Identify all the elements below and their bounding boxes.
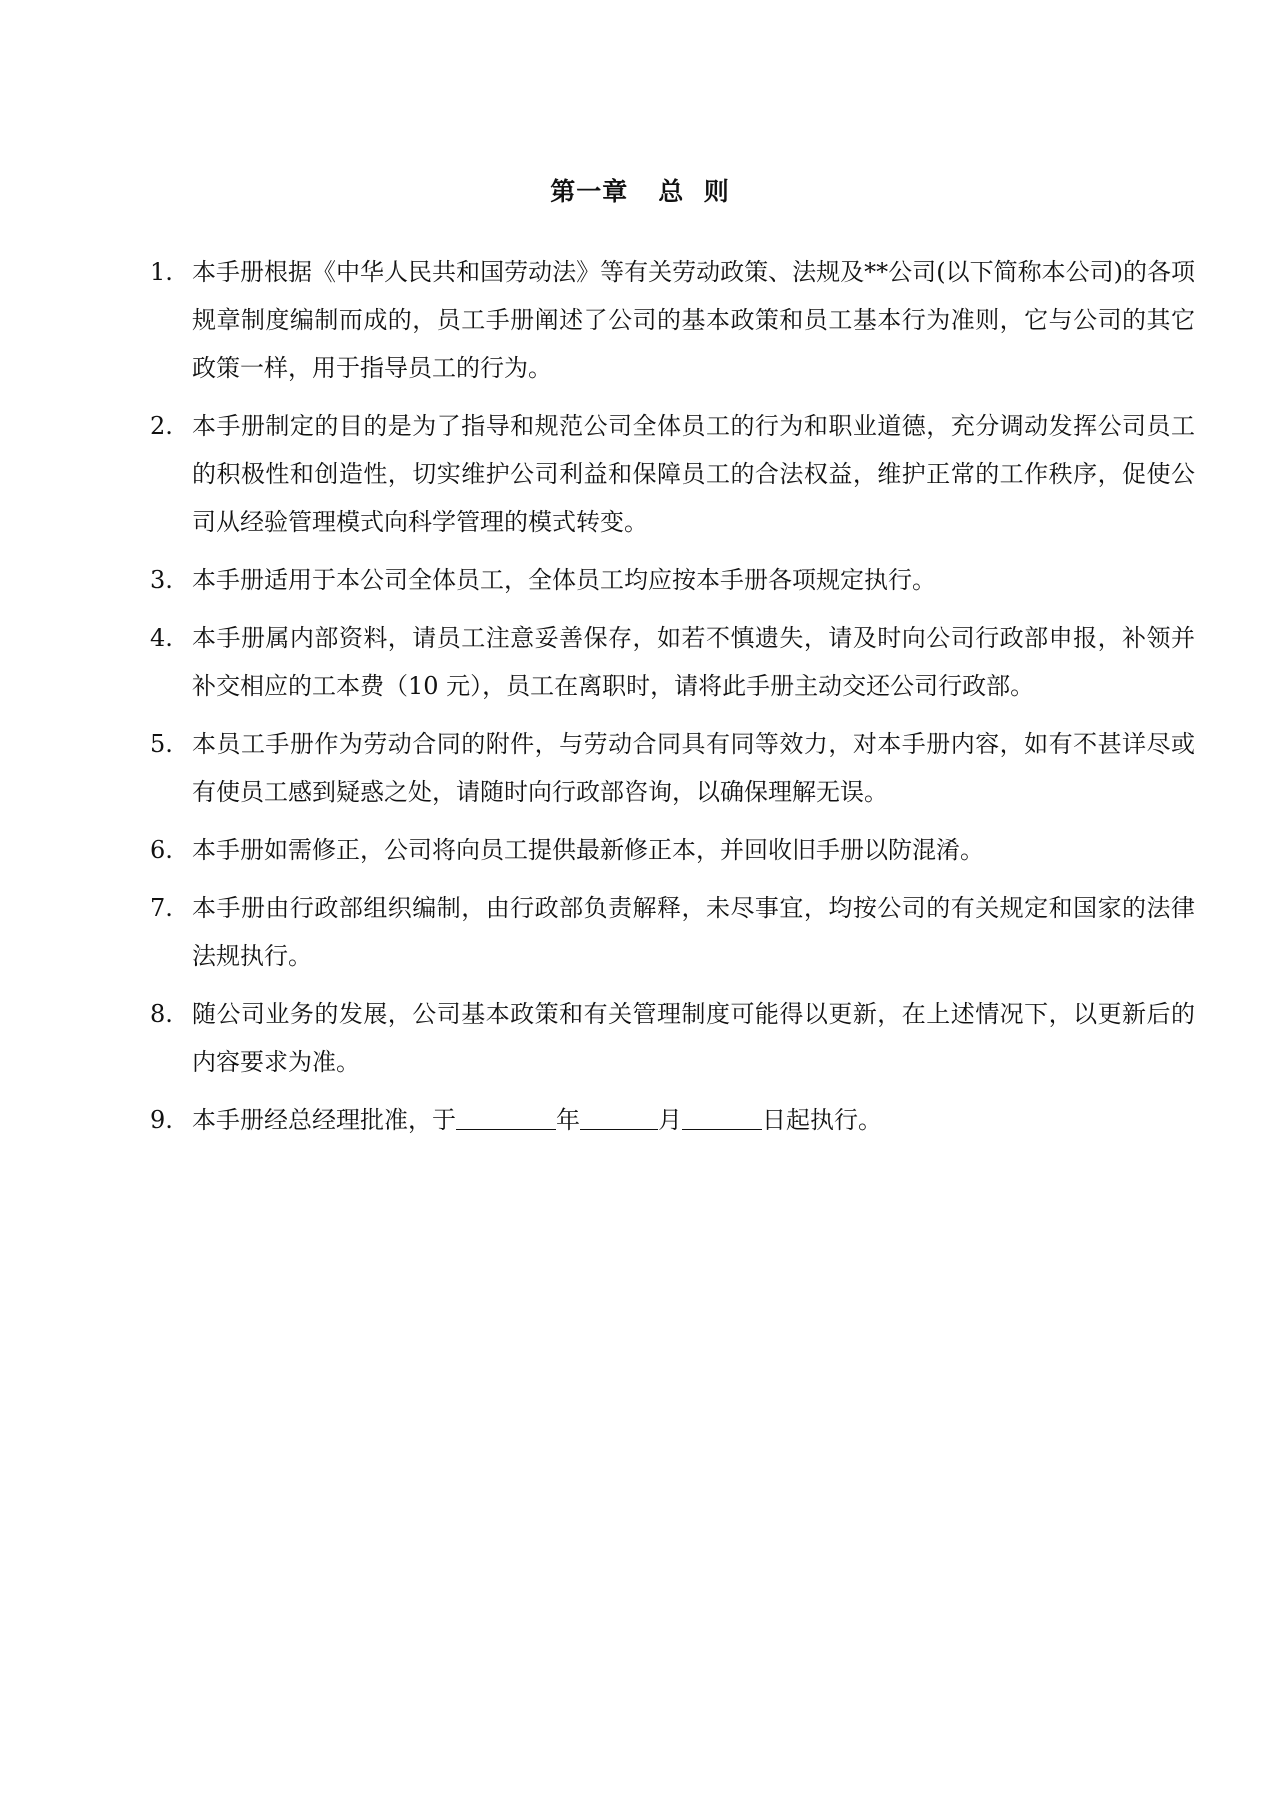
clause-number: 2. bbox=[150, 412, 173, 440]
year-blank-line bbox=[456, 1105, 556, 1130]
clause-text: 本手册适用于本公司全体员工，全体员工均应按本手册各项规定执行。 bbox=[192, 566, 936, 594]
clause-8 bbox=[150, 990, 1195, 1086]
month-label: 月 bbox=[658, 1106, 682, 1134]
clause-1 bbox=[150, 248, 1195, 392]
clause-text: 本手册如需修正，公司将向员工提供最新修正本，并回收旧手册以防混淆。 bbox=[192, 836, 984, 864]
chapter-number: 第一章 bbox=[550, 177, 629, 206]
clause-number: 4. bbox=[150, 624, 173, 652]
clause-text: 本手册制定的目的是为了指导和规范公司全体员工的行为和职业道德，充分调动发挥公司员工的积极性和创造性，切实维护公司利益和保障员工的合法权益，维护正常的工作秩序，促使公司从经验管理模式向科学管理的模式转变。 bbox=[192, 412, 1195, 536]
clause-text: 本手册由行政部组织编制，由行政部负责解释，未尽事宜，均按公司的有关规定和国家的法律法规执行。 bbox=[192, 894, 1195, 970]
clause-6 bbox=[150, 826, 1195, 874]
clause-text: 随公司业务的发展，公司基本政策和有关管理制度可能得以更新，在上述情况下，以更新后的内容要求为准。 bbox=[192, 1000, 1195, 1076]
clause-number: 1. bbox=[150, 258, 173, 286]
clause-9-suffix: 日起执行。 bbox=[762, 1106, 882, 1134]
chapter-title bbox=[0, 172, 1280, 208]
clause-text: 本手册属内部资料，请员工注意妥善保存，如若不慎遗失，请及时向公司行政部申报，补领并补交相应的工本费（10 元），员工在离职时，请将此手册主动交还公司行政部。 bbox=[192, 624, 1195, 700]
clause-number: 5. bbox=[150, 730, 173, 758]
clause-number: 7. bbox=[150, 894, 173, 922]
clause-7 bbox=[150, 884, 1195, 980]
day-blank-line bbox=[682, 1105, 762, 1130]
clause-number: 3. bbox=[150, 566, 173, 594]
clause-number: 6. bbox=[150, 836, 173, 864]
clause-text: 本手册根据《中华人民共和国劳动法》等有关劳动政策、法规及**公司(以下简称本公司)的各项规章制度编制而成的，员工手册阐述了公司的基本政策和员工基本行为准则，它与公司的其它政策一样，用于指导员工的行为。 bbox=[192, 258, 1195, 382]
clause-9-prefix: 本手册经总经理批准，于 bbox=[192, 1106, 456, 1134]
chapter-name: 总 则 bbox=[658, 177, 730, 206]
clause-number: 8. bbox=[150, 1000, 173, 1028]
clause-5 bbox=[150, 720, 1195, 816]
clause-number: 9. bbox=[150, 1106, 173, 1134]
clause-text: 本员工手册作为劳动合同的附件，与劳动合同具有同等效力，对本手册内容，如有不甚详尽或有使员工感到疑惑之处，请随时向行政部咨询，以确保理解无误。 bbox=[192, 730, 1195, 806]
clause-3 bbox=[150, 556, 1195, 604]
clause-9 bbox=[150, 1096, 1195, 1144]
clause-4 bbox=[150, 614, 1195, 710]
year-label: 年 bbox=[556, 1106, 580, 1134]
clause-2 bbox=[150, 402, 1195, 546]
clause-list bbox=[150, 248, 1195, 1154]
month-blank-line bbox=[580, 1105, 658, 1130]
